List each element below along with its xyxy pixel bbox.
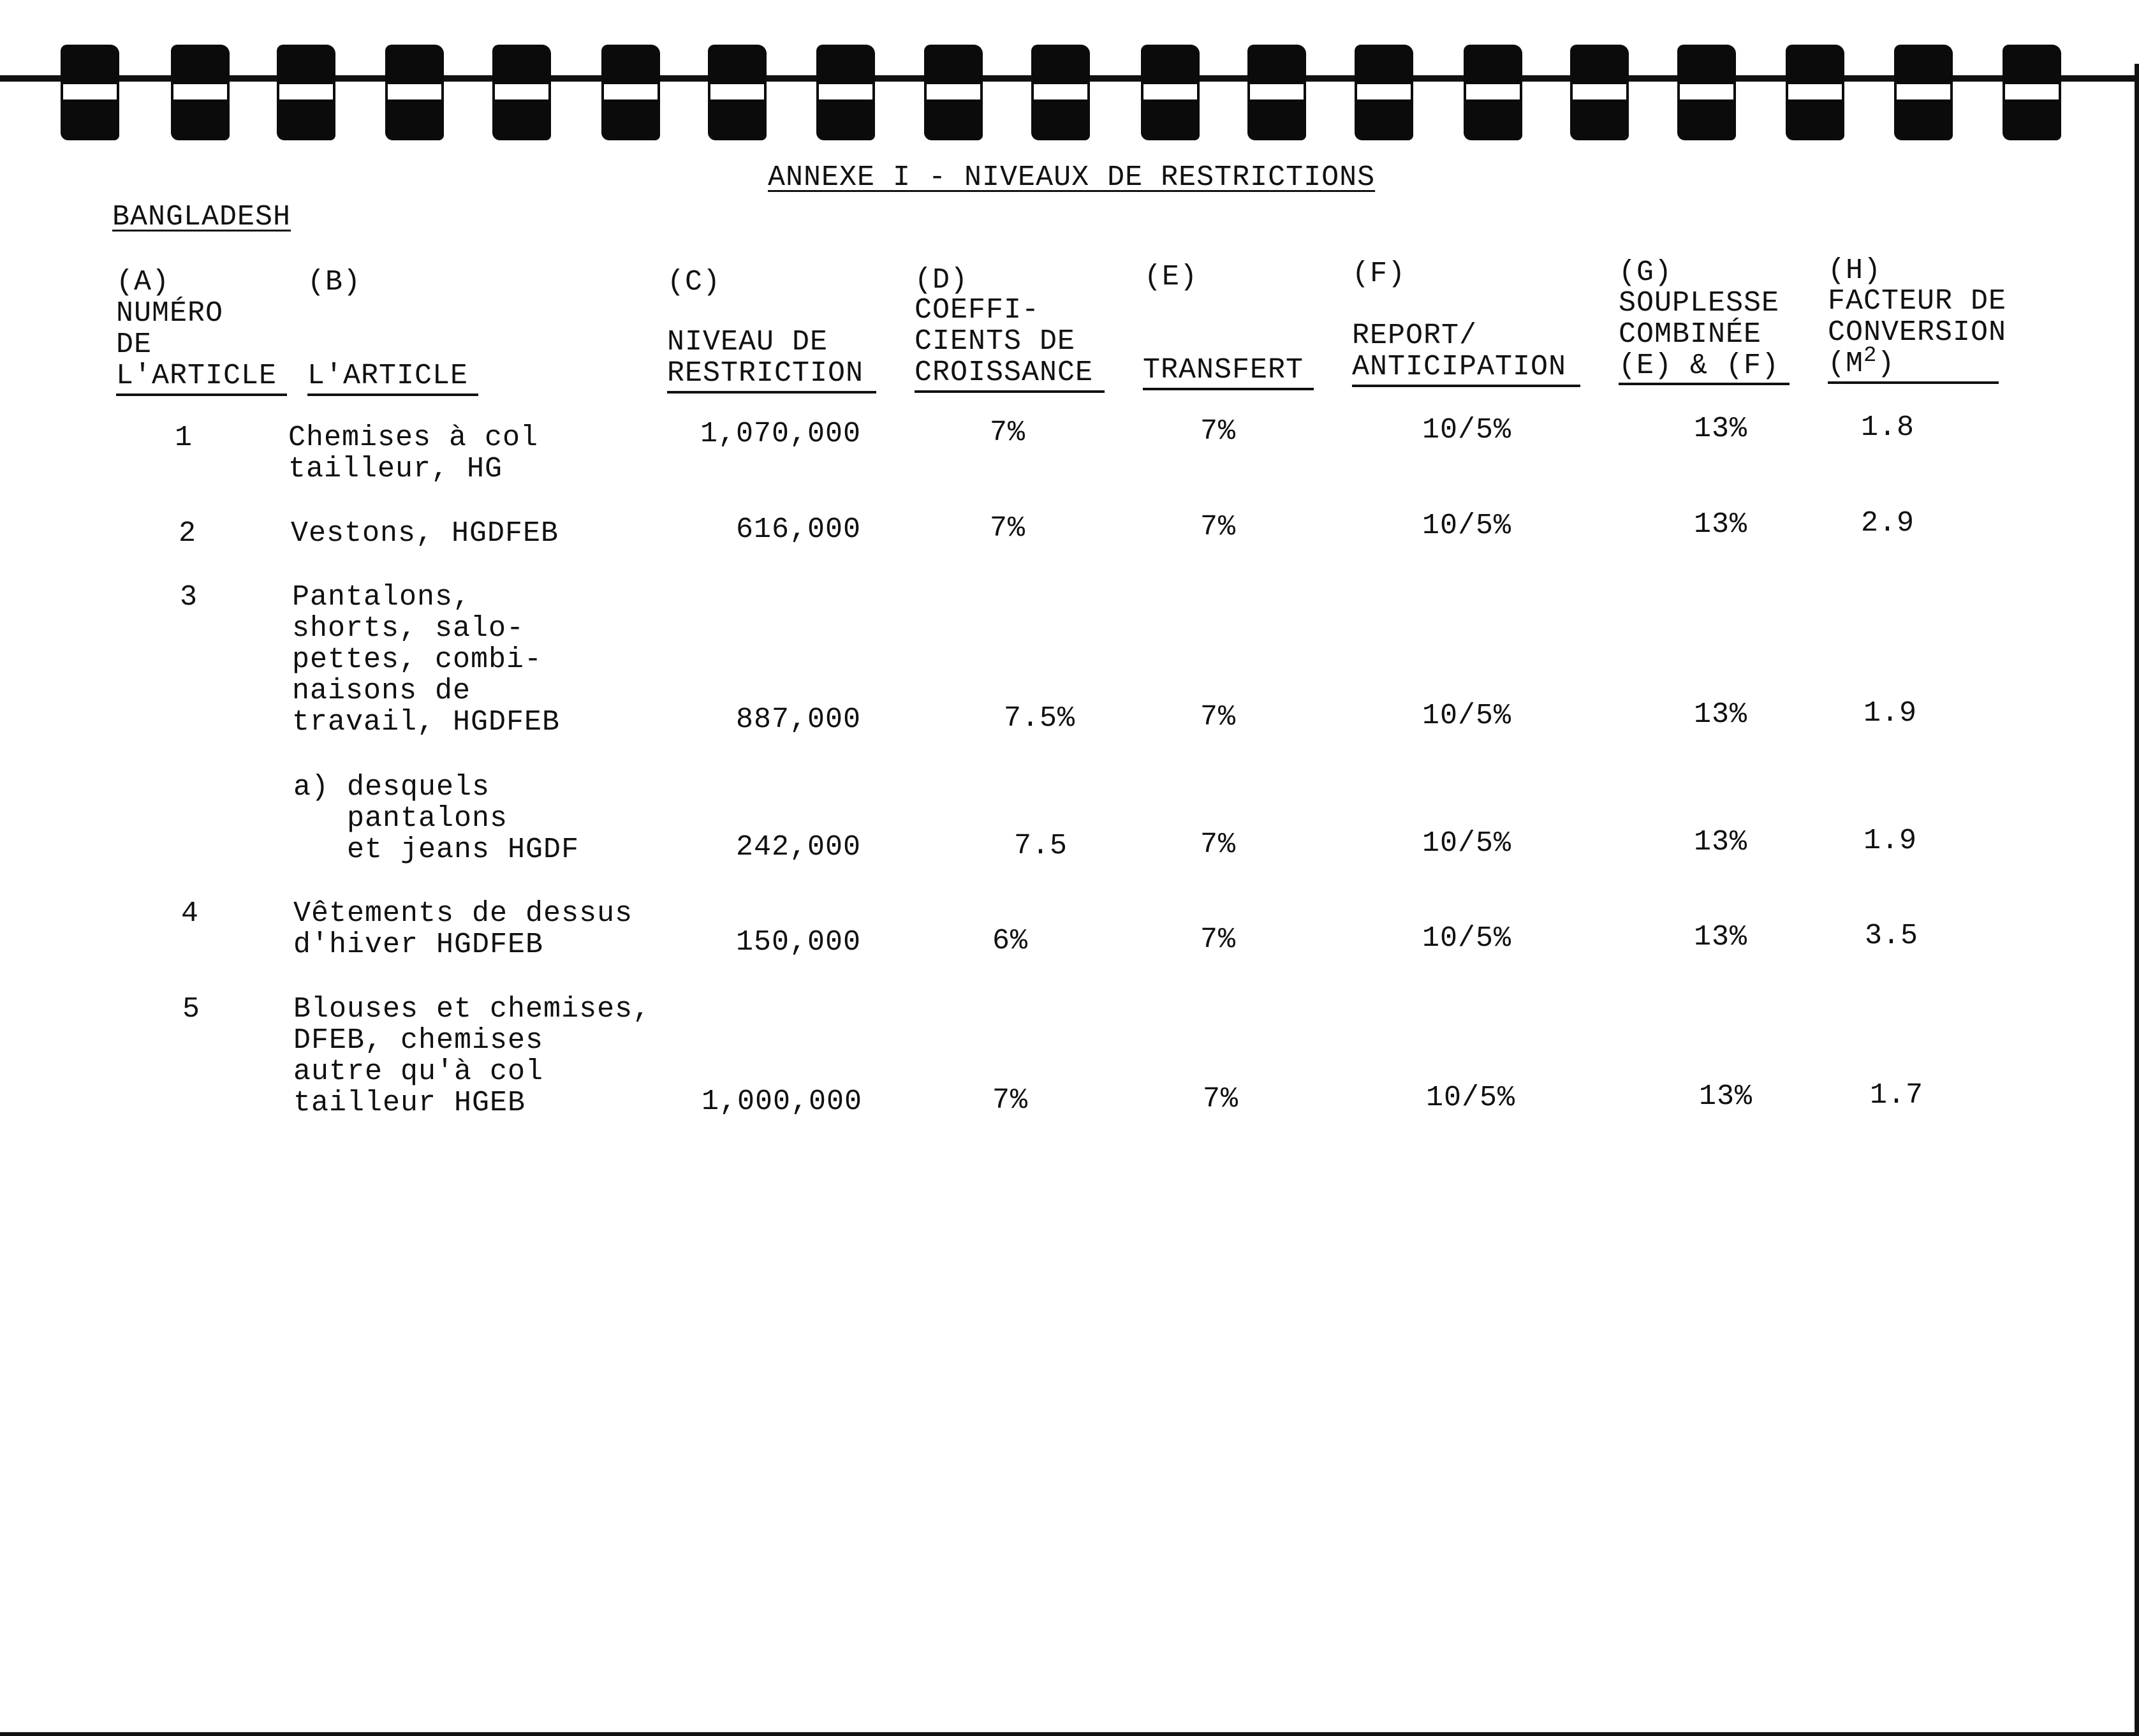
combined-flexibility: 13% — [1693, 508, 1747, 541]
header-g-line3: (E) & (F) — [1619, 349, 1780, 382]
restriction-level: 887,000 — [735, 703, 861, 736]
binding-hole — [1247, 45, 1306, 140]
conversion-factor: 1.7 — [1869, 1079, 1923, 1112]
header-c-letter: (C) — [667, 266, 721, 298]
binding-hole — [601, 45, 660, 140]
row-description: DFEB, chemises — [293, 1024, 544, 1057]
header-f-line1: REPORT/ — [1352, 320, 1478, 352]
binding-hole — [1570, 45, 1629, 140]
header-h-underline — [1828, 381, 1999, 384]
header-h-line2: CONVERSION — [1828, 316, 2007, 349]
restriction-level: 1,000,000 — [701, 1085, 862, 1118]
binding-hole — [708, 45, 767, 140]
header-g-line1: SOUPLESSE — [1619, 287, 1780, 320]
header-f-letter: (F) — [1352, 258, 1406, 290]
row-description: shorts, salo- — [292, 612, 525, 645]
combined-flexibility: 13% — [1693, 826, 1747, 858]
row-description: Vêtements de dessus — [293, 897, 633, 930]
conversion-factor: 1.9 — [1863, 697, 1917, 730]
restriction-level: 150,000 — [735, 926, 861, 959]
growth-rate: 7% — [989, 512, 1025, 545]
scan-edge — [0, 1732, 2139, 1736]
row-description: autre qu'à col — [293, 1056, 544, 1088]
combined-flexibility: 13% — [1693, 921, 1747, 953]
header-a-line3: L'ARTICLE — [116, 360, 277, 392]
carryover: 10/5% — [1422, 700, 1512, 732]
binding-hole — [385, 45, 444, 140]
conversion-factor: 2.9 — [1860, 507, 1915, 540]
document-title: ANNEXE I - NIVEAUX DE RESTRICTIONS — [768, 161, 1376, 194]
conversion-factor: 1.8 — [1860, 411, 1915, 444]
header-c-line1: NIVEAU DE — [667, 326, 828, 358]
header-a-line2: DE — [116, 328, 152, 361]
carryover: 10/5% — [1422, 922, 1512, 955]
row-description: tailleur HGEB — [293, 1087, 526, 1119]
transfer: 7% — [1202, 1083, 1239, 1115]
header-b-line1: L'ARTICLE — [307, 360, 469, 392]
row-description: Blouses et chemises, — [293, 993, 651, 1026]
growth-rate: 6% — [992, 925, 1028, 957]
row-description: a) desquels — [293, 771, 490, 804]
transfer: 7% — [1200, 511, 1236, 543]
header-d-line2: CIENTS DE — [915, 325, 1076, 358]
row-number: 2 — [179, 517, 197, 550]
binding-hole — [1031, 45, 1090, 140]
row-description: naisons de — [292, 675, 471, 707]
binding-hole — [816, 45, 875, 140]
row-number: 4 — [181, 897, 200, 930]
growth-rate: 7% — [989, 416, 1025, 449]
binding-hole — [277, 45, 335, 140]
binding-hole — [492, 45, 551, 140]
binding-hole — [1355, 45, 1413, 140]
row-description: pettes, combi- — [292, 644, 543, 676]
row-description: Pantalons, — [292, 581, 471, 614]
restriction-level: 1,070,000 — [700, 418, 861, 450]
header-h-letter: (H) — [1828, 254, 1882, 287]
header-c-underline — [667, 391, 876, 394]
restriction-level: 242,000 — [735, 831, 861, 864]
header-h-superscript: 2 — [1863, 344, 1878, 368]
row-description: Vestons, HGDFEB — [291, 517, 559, 550]
header-e-line1: TRANSFERT — [1143, 354, 1304, 386]
row-description: Chemises à col — [288, 422, 539, 454]
combined-flexibility: 13% — [1693, 413, 1747, 445]
header-e-letter: (E) — [1144, 261, 1198, 293]
scan-edge — [2135, 64, 2139, 1736]
header-d-line3: CROISSANCE — [915, 357, 1094, 389]
row-description: tailleur, HG — [288, 453, 503, 485]
header-f-line2: ANTICIPATION — [1352, 351, 1567, 383]
row-description: pantalons — [293, 802, 508, 835]
header-d-letter: (D) — [915, 264, 969, 297]
binding-hole — [2003, 45, 2061, 140]
restriction-level: 616,000 — [735, 513, 861, 546]
binding-hole — [61, 45, 119, 140]
binding-hole — [1786, 45, 1844, 140]
binding-hole — [1677, 45, 1736, 140]
transfer: 7% — [1200, 828, 1236, 861]
carryover: 10/5% — [1422, 510, 1512, 542]
header-g-letter: (G) — [1619, 256, 1673, 289]
conversion-factor: 1.9 — [1863, 825, 1917, 857]
carryover: 10/5% — [1422, 827, 1512, 860]
carryover: 10/5% — [1422, 414, 1512, 446]
carryover: 10/5% — [1425, 1082, 1516, 1114]
header-d-underline — [915, 390, 1105, 393]
header-g-line2: COMBINÉE — [1619, 318, 1762, 351]
header-e-underline — [1143, 388, 1314, 390]
row-description: travail, HGDFEB — [292, 706, 561, 739]
header-f-underline — [1352, 385, 1580, 387]
header-c-line2: RESTRICTION — [667, 357, 864, 390]
header-d-line1: COEFFI- — [915, 294, 1040, 327]
binding-hole — [171, 45, 230, 140]
binding-hole — [1894, 45, 1953, 140]
transfer: 7% — [1200, 701, 1236, 733]
growth-rate: 7% — [992, 1084, 1028, 1117]
binding-hole — [924, 45, 983, 140]
header-b-letter: (B) — [307, 266, 362, 298]
row-description: et jeans HGDF — [293, 834, 580, 866]
row-number: 1 — [175, 422, 193, 454]
growth-rate: 7.5 — [1013, 830, 1068, 862]
header-a-line1: NUMÉRO — [116, 297, 224, 330]
row-number: 3 — [180, 581, 198, 614]
growth-rate: 7.5% — [1003, 702, 1076, 735]
combined-flexibility: 13% — [1693, 698, 1747, 731]
header-b-underline — [307, 394, 478, 396]
transfer: 7% — [1200, 923, 1236, 956]
row-description: d'hiver HGDFEB — [293, 929, 544, 961]
header-h-line3: $(M^2)$ — [1828, 344, 1895, 380]
header-a-underline — [116, 394, 287, 396]
binding-hole — [1464, 45, 1522, 140]
header-a-letter: (A) — [116, 266, 170, 298]
binding-hole — [1141, 45, 1200, 140]
row-number: 5 — [182, 993, 201, 1026]
header-h-line1: FACTEUR DE — [1828, 285, 2007, 318]
combined-flexibility: 13% — [1698, 1080, 1753, 1113]
transfer: 7% — [1200, 415, 1236, 448]
country-label: BANGLADESH — [112, 201, 291, 233]
conversion-factor: 3.5 — [1864, 920, 1918, 952]
header-g-underline — [1619, 383, 1790, 385]
